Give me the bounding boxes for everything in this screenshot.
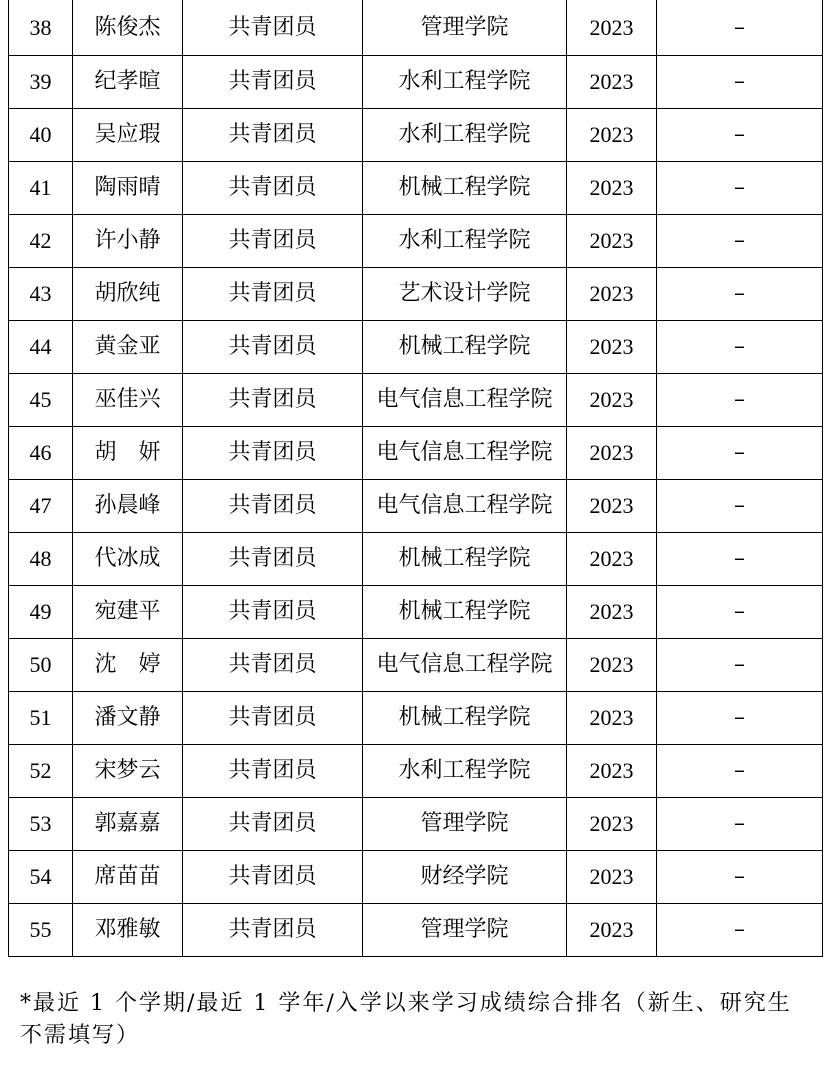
cell-name: 胡欣纯 xyxy=(73,268,183,321)
cell-rank: – xyxy=(657,427,823,480)
cell-rank: – xyxy=(657,533,823,586)
cell-rank: – xyxy=(657,639,823,692)
table-row xyxy=(9,639,823,692)
cell-number: 42 xyxy=(9,215,73,268)
cell-name: 陶雨晴 xyxy=(73,162,183,215)
cell-year: 2023 xyxy=(567,162,657,215)
cell-rank: – xyxy=(657,745,823,798)
cell-name: 胡 妍 xyxy=(73,427,183,480)
cell-number: 48 xyxy=(9,533,73,586)
cell-college: 管理学院 xyxy=(363,904,567,957)
cell-year: 2023 xyxy=(567,268,657,321)
cell-college: 管理学院 xyxy=(363,0,567,56)
cell-year: 2023 xyxy=(567,851,657,904)
cell-college: 财经学院 xyxy=(363,851,567,904)
cell-name: 孙晨峰 xyxy=(73,480,183,533)
cell-rank: – xyxy=(657,109,823,162)
cell-year: 2023 xyxy=(567,56,657,109)
cell-year: 2023 xyxy=(567,904,657,957)
cell-name: 邓雅敏 xyxy=(73,904,183,957)
roster-table-body xyxy=(9,0,823,957)
cell-name: 潘文静 xyxy=(73,692,183,745)
cell-year: 2023 xyxy=(567,639,657,692)
table-row xyxy=(9,215,823,268)
cell-college: 水利工程学院 xyxy=(363,56,567,109)
table-row xyxy=(9,692,823,745)
cell-name: 陈俊杰 xyxy=(73,0,183,56)
cell-college: 电气信息工程学院 xyxy=(363,480,567,533)
cell-number: 47 xyxy=(9,480,73,533)
cell-rank: – xyxy=(657,851,823,904)
cell-rank: – xyxy=(657,321,823,374)
table-row xyxy=(9,427,823,480)
cell-name: 郭嘉嘉 xyxy=(73,798,183,851)
cell-rank: – xyxy=(657,215,823,268)
cell-political-status: 共青团员 xyxy=(183,427,363,480)
cell-number: 50 xyxy=(9,639,73,692)
cell-political-status: 共青团员 xyxy=(183,851,363,904)
cell-political-status: 共青团员 xyxy=(183,798,363,851)
cell-number: 51 xyxy=(9,692,73,745)
roster-table xyxy=(8,0,823,957)
cell-year: 2023 xyxy=(567,0,657,56)
cell-political-status: 共青团员 xyxy=(183,321,363,374)
cell-political-status: 共青团员 xyxy=(183,480,363,533)
cell-name: 吴应瑕 xyxy=(73,109,183,162)
cell-rank: – xyxy=(657,162,823,215)
cell-rank: – xyxy=(657,904,823,957)
cell-name: 代冰成 xyxy=(73,533,183,586)
cell-political-status: 共青团员 xyxy=(183,639,363,692)
cell-rank: – xyxy=(657,692,823,745)
cell-college: 机械工程学院 xyxy=(363,162,567,215)
cell-year: 2023 xyxy=(567,798,657,851)
cell-college: 机械工程学院 xyxy=(363,321,567,374)
table-row xyxy=(9,586,823,639)
cell-year: 2023 xyxy=(567,427,657,480)
table-row xyxy=(9,851,823,904)
cell-rank: – xyxy=(657,586,823,639)
cell-number: 38 xyxy=(9,0,73,56)
cell-college: 艺术设计学院 xyxy=(363,268,567,321)
cell-rank: – xyxy=(657,374,823,427)
table-row xyxy=(9,56,823,109)
cell-year: 2023 xyxy=(567,374,657,427)
cell-rank: – xyxy=(657,56,823,109)
cell-college: 机械工程学院 xyxy=(363,692,567,745)
cell-political-status: 共青团员 xyxy=(183,109,363,162)
cell-name: 巫佳兴 xyxy=(73,374,183,427)
cell-number: 44 xyxy=(9,321,73,374)
cell-college: 水利工程学院 xyxy=(363,215,567,268)
cell-number: 40 xyxy=(9,109,73,162)
cell-college: 水利工程学院 xyxy=(363,109,567,162)
cell-college: 电气信息工程学院 xyxy=(363,427,567,480)
cell-number: 54 xyxy=(9,851,73,904)
cell-number: 46 xyxy=(9,427,73,480)
cell-name: 席苗苗 xyxy=(73,851,183,904)
cell-year: 2023 xyxy=(567,321,657,374)
cell-number: 43 xyxy=(9,268,73,321)
table-row xyxy=(9,798,823,851)
cell-political-status: 共青团员 xyxy=(183,745,363,798)
cell-year: 2023 xyxy=(567,533,657,586)
cell-college: 水利工程学院 xyxy=(363,745,567,798)
table-row xyxy=(9,321,823,374)
cell-year: 2023 xyxy=(567,586,657,639)
table-row xyxy=(9,268,823,321)
cell-political-status: 共青团员 xyxy=(183,692,363,745)
cell-number: 45 xyxy=(9,374,73,427)
cell-political-status: 共青团员 xyxy=(183,533,363,586)
cell-college: 机械工程学院 xyxy=(363,533,567,586)
table-row xyxy=(9,109,823,162)
cell-political-status: 共青团员 xyxy=(183,374,363,427)
cell-political-status: 共青团员 xyxy=(183,56,363,109)
table-row xyxy=(9,745,823,798)
cell-rank: – xyxy=(657,0,823,56)
cell-political-status: 共青团员 xyxy=(183,215,363,268)
cell-number: 41 xyxy=(9,162,73,215)
cell-year: 2023 xyxy=(567,692,657,745)
cell-number: 39 xyxy=(9,56,73,109)
cell-rank: – xyxy=(657,480,823,533)
cell-name: 宛建平 xyxy=(73,586,183,639)
cell-political-status: 共青团员 xyxy=(183,0,363,56)
cell-year: 2023 xyxy=(567,109,657,162)
cell-year: 2023 xyxy=(567,745,657,798)
table-row xyxy=(9,374,823,427)
cell-number: 49 xyxy=(9,586,73,639)
cell-name: 许小静 xyxy=(73,215,183,268)
cell-political-status: 共青团员 xyxy=(183,268,363,321)
cell-number: 55 xyxy=(9,904,73,957)
cell-number: 53 xyxy=(9,798,73,851)
cell-number: 52 xyxy=(9,745,73,798)
cell-year: 2023 xyxy=(567,215,657,268)
cell-political-status: 共青团员 xyxy=(183,162,363,215)
cell-rank: – xyxy=(657,268,823,321)
cell-rank: – xyxy=(657,798,823,851)
table-row xyxy=(9,0,823,56)
cell-college: 电气信息工程学院 xyxy=(363,639,567,692)
cell-college: 机械工程学院 xyxy=(363,586,567,639)
table-row xyxy=(9,904,823,957)
cell-name: 黄金亚 xyxy=(73,321,183,374)
cell-year: 2023 xyxy=(567,480,657,533)
cell-name: 沈 婷 xyxy=(73,639,183,692)
table-row xyxy=(9,480,823,533)
table-row xyxy=(9,162,823,215)
cell-name: 宋梦云 xyxy=(73,745,183,798)
table-row xyxy=(9,533,823,586)
cell-name: 纪孝暄 xyxy=(73,56,183,109)
cell-college: 管理学院 xyxy=(363,798,567,851)
cell-college: 电气信息工程学院 xyxy=(363,374,567,427)
cell-political-status: 共青团员 xyxy=(183,904,363,957)
footnote: *最近 1 个学期/最近 1 学年/入学以来学习成绩综合排名（新生、研究生不需填写） xyxy=(20,991,792,1048)
cell-political-status: 共青团员 xyxy=(183,586,363,639)
